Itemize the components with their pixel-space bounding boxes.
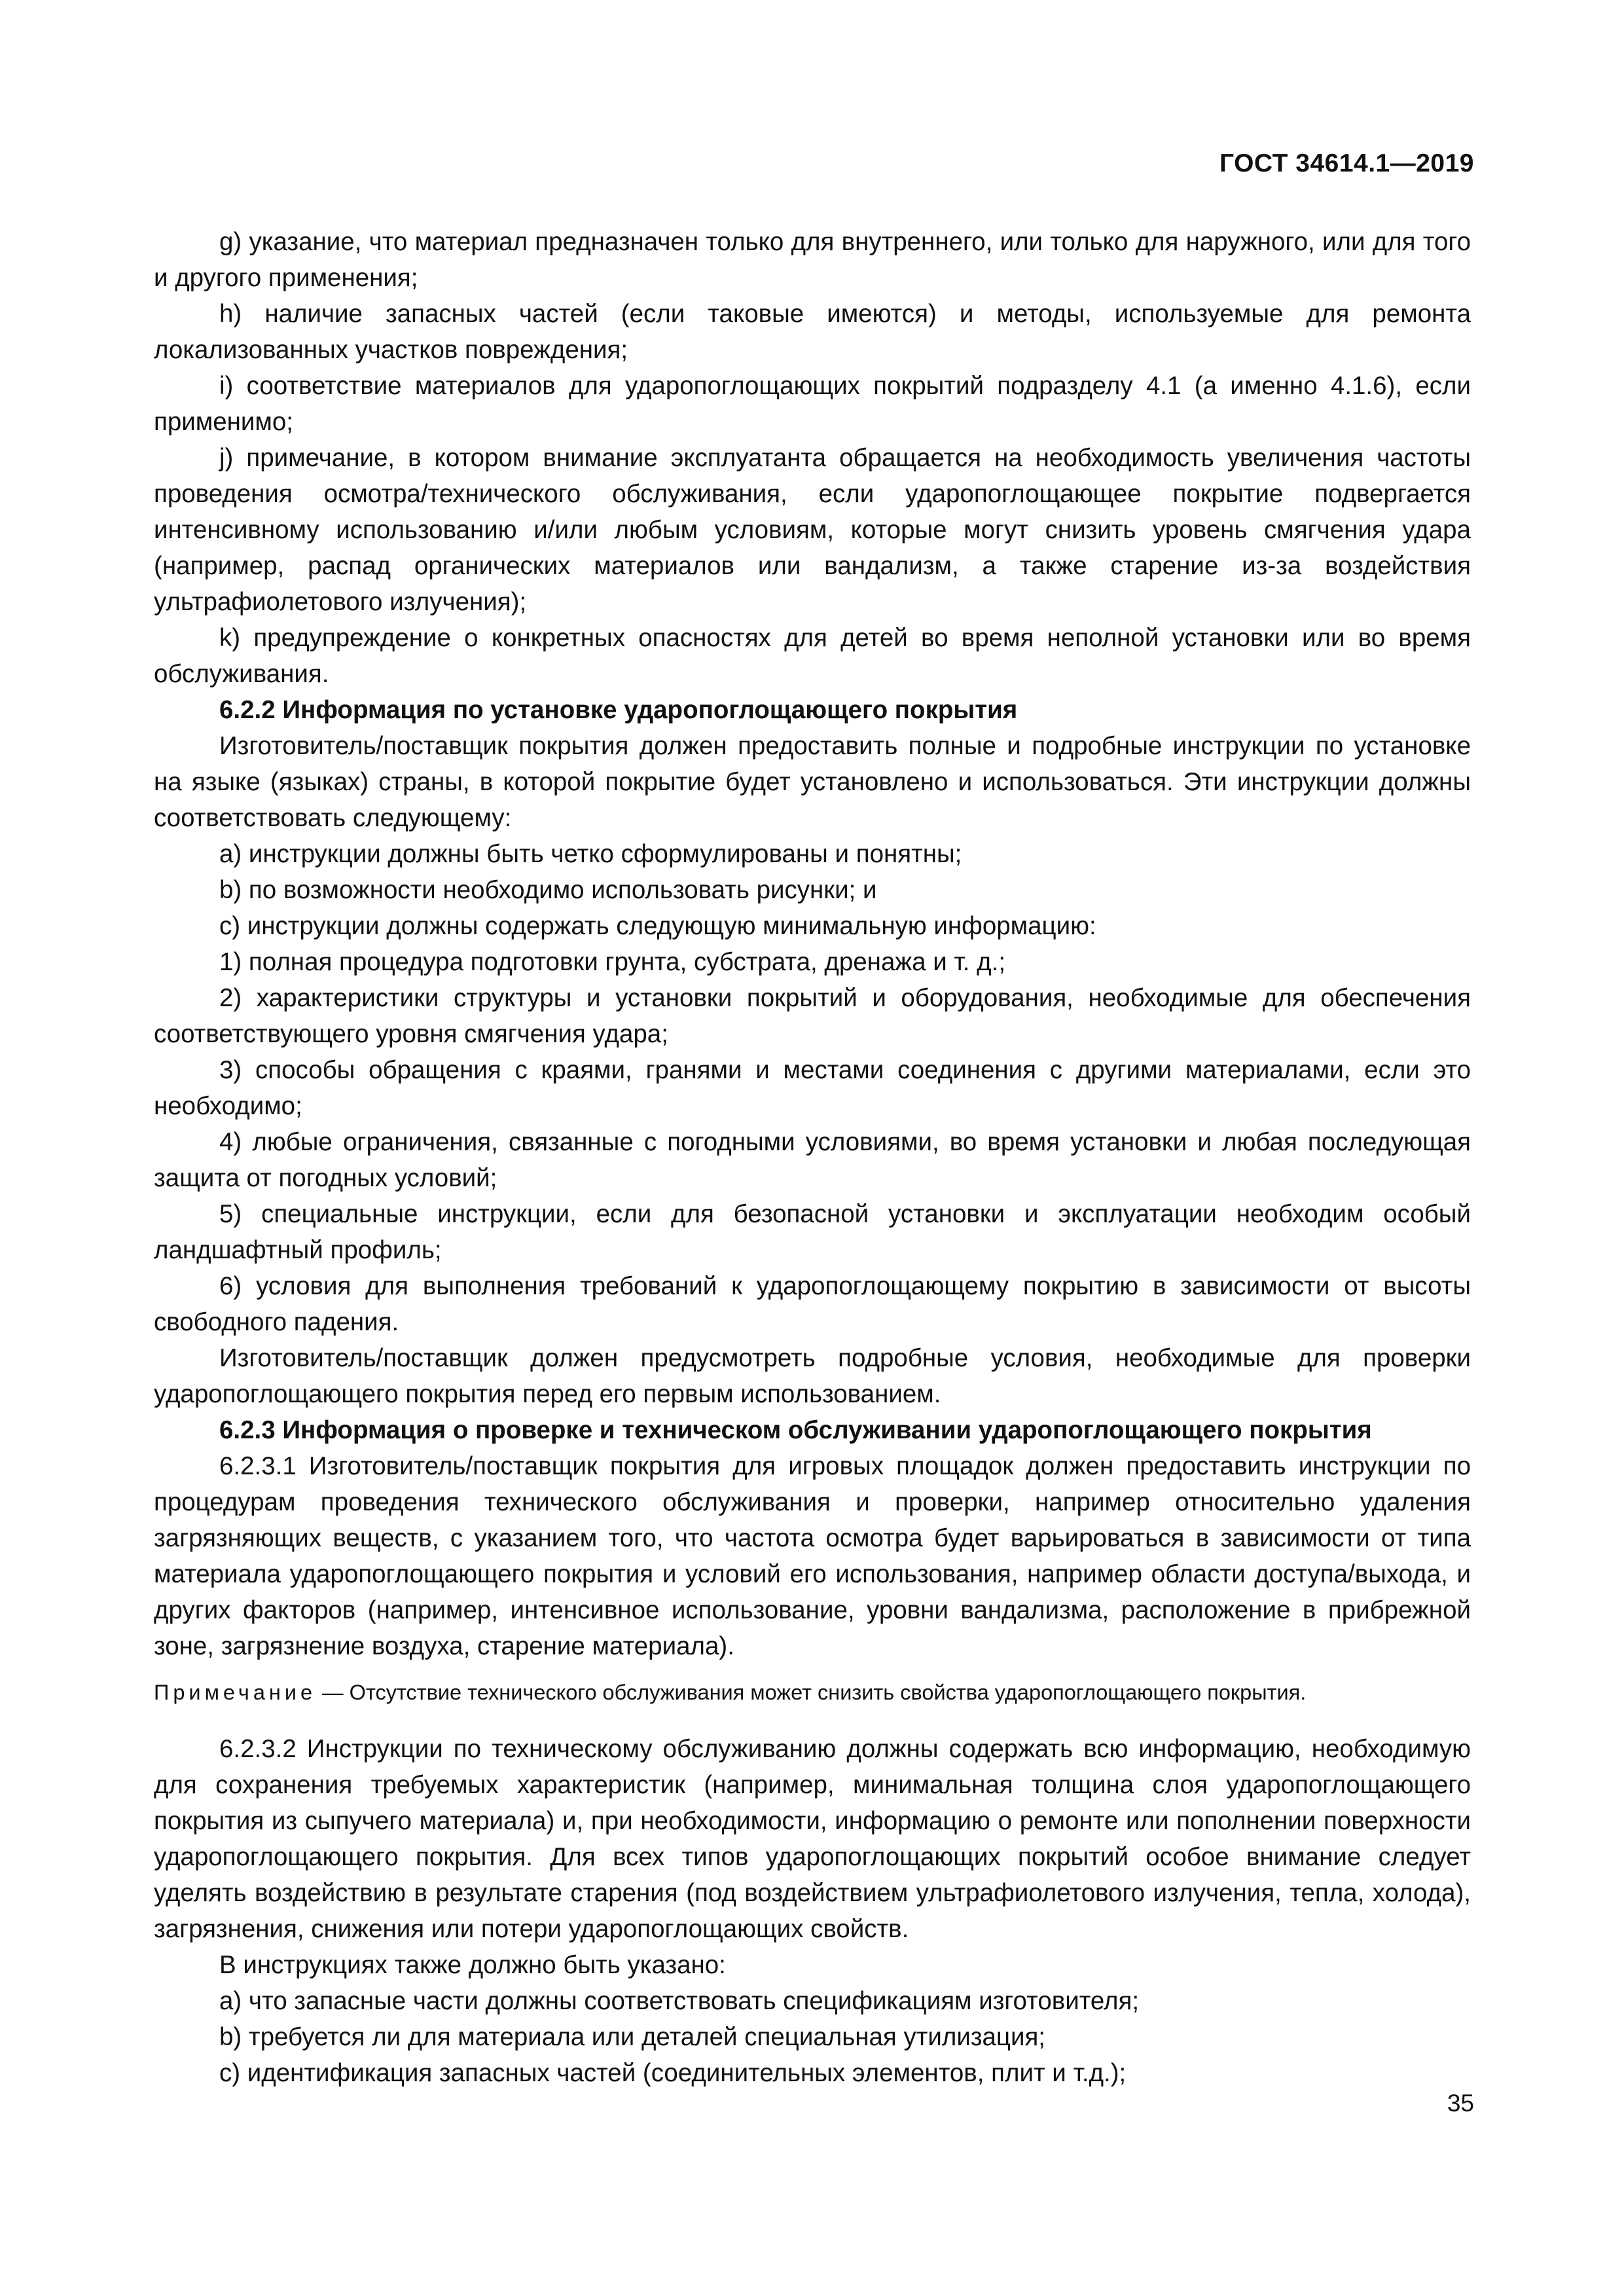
paragraph: Изготовитель/поставщик должен предусмотреть подробные условия, необходимые для проверки ударопоглощающего покрытия перед его первым использованием. bbox=[154, 1344, 1471, 1408]
list-item-h: h) наличие запасных частей (если таковые имеются) и методы, используемые для ремонта локализованных участков повреждения; bbox=[154, 300, 1471, 364]
list-item-3: 3) способы обращения с краями, гранями и местами соединения с другими материалами, если это необходимо; bbox=[154, 1056, 1471, 1120]
section-heading-6-2-2: 6.2.2 Информация по установке ударопоглощающего покрытия bbox=[219, 696, 1018, 724]
list-item-6: 6) условия для выполнения требований к ударопоглощающему покрытию в зависимости от высоты свободного падения. bbox=[154, 1272, 1471, 1336]
paragraph: Изготовитель/поставщик покрытия должен предоставить полные и подробные инструкции по установке на языке (языках) страны, в которой покрытие будет установлено и использоваться. Эти инструкции должны соответствовать следующему: bbox=[154, 732, 1471, 832]
document-code-header: ГОСТ 34614.1—2019 bbox=[1219, 149, 1474, 177]
note bbox=[154, 1677, 1471, 1707]
list-item-j: j) примечание, в котором внимание эксплуатанта обращается на необходимость увеличения частоты проведения осмотра/технического обслуживания, если ударопоглощающее покрытие подвергается интенсивному использованию и/или любым условиям, которые могут снизить уровень смягчения удара (например, распад органических материалов или вандализм, а также старение из-за воздействия ультрафиолетового излучения); bbox=[154, 444, 1471, 616]
list-item-5: 5) специальные инструкции, если для безопасной установки и эксплуатации необходим особый ландшафтный профиль; bbox=[154, 1200, 1471, 1264]
page-number: 35 bbox=[1447, 2090, 1474, 2117]
list-item-g: g) указание, что материал предназначен только для внутреннего, или только для наружного, или для того и другого применения; bbox=[154, 228, 1471, 292]
list-item-i: i) соответствие материалов для ударопоглощающих покрытий подразделу 4.1 (а именно 4.1.6), если применимо; bbox=[154, 372, 1471, 436]
paragraph-6-2-3-2: 6.2.3.2 Инструкции по техническому обслуживанию должны содержать всю информацию, необходимую для сохранения требуемых характеристик (например, минимальная толщина слоя ударопоглощающего покрытия из сыпучего материала) и, при необходимости, информацию о ремонте или пополнении поверхности ударопоглощающего покрытия. Для всех типов ударопоглощающих покрытий особое внимание следует уделять воздействию в результате старения (под воздействием ультрафиолетового излучения, тепла, холода), загрязнения, снижения или потери ударопоглощающих свойств. bbox=[154, 1735, 1471, 1943]
section-heading-6-2-3: 6.2.3 Информация о проверке и техническом обслуживании ударопоглощающего покрытия bbox=[219, 1416, 1372, 1444]
list-item-k: k) предупреждение о конкретных опасностях для детей во время неполной установки или во время обслуживания. bbox=[154, 624, 1471, 688]
list-item-c: c) инструкции должны содержать следующую минимальную информацию: bbox=[219, 912, 1096, 940]
list-item-a: a) инструкции должны быть четко сформулированы и понятны; bbox=[219, 840, 962, 868]
list-item-b: b) по возможности необходимо использовать рисунки; и bbox=[219, 876, 877, 904]
paragraph: В инструкциях также должно быть указано: bbox=[219, 1951, 726, 1979]
list-item-b: b) требуется ли для материала или деталей специальная утилизация; bbox=[219, 2023, 1046, 2051]
list-item-4: 4) любые ограничения, связанные с погодными условиями, во время установки и любая последующая защита от погодных условий; bbox=[154, 1128, 1471, 1192]
document-body bbox=[154, 224, 1471, 2091]
paragraph-6-2-3-1: 6.2.3.1 Изготовитель/поставщик покрытия для игровых площадок должен предоставить инструкции по процедурам проведения технического обслуживания и проверки, например относительно удаления загрязняющих веществ, с указанием того, что частота осмотра будет варьироваться в зависимости от типа материала ударопоглощающего покрытия и условий его использования, например области доступа/выхода, и других факторов (например, интенсивное использование, уровни вандализма, расположение в прибрежной зоне, загрязнение воздуха, старение материала). bbox=[154, 1452, 1471, 1660]
note-label: Примечание bbox=[154, 1681, 317, 1704]
list-item-2: 2) характеристики структуры и установки покрытий и оборудования, необходимые для обеспечения соответствующего уровня смягчения удара; bbox=[154, 984, 1471, 1048]
list-item-c: c) идентификация запасных частей (соединительных элементов, плит и т.д.); bbox=[219, 2059, 1127, 2087]
list-item-a: a) что запасные части должны соответствовать спецификациям изготовителя; bbox=[219, 1987, 1140, 2015]
note-text: — Отсутствие технического обслуживания может снизить свойства ударопоглощающего покрытия. bbox=[316, 1681, 1307, 1704]
list-item-1: 1) полная процедура подготовки грунта, субстрата, дренажа и т. д.; bbox=[219, 948, 1006, 976]
